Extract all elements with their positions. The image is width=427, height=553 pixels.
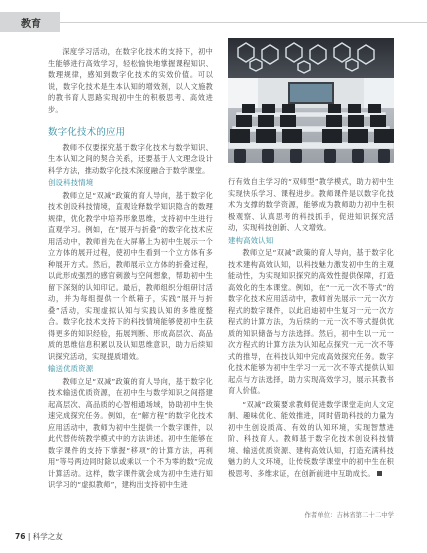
section-tag [0, 12, 60, 32]
closing-text: “双减”政策要求教师促进数学课堂走向人文定制、趣味优化、能效推进，同时借助科技的力量为初中生创设质高、有效的认知环境，实现智慧进阶、科技育人。教师基于数字化技术创设科技情境、输送优质资源、建构高效认知，打造充满科技魅力的人文环境，让传统数学课堂中的初中生在积极思考、多维求证，在创新前进中互助成长。 [228, 399, 394, 478]
subsection-title-2: 输送优质资源 [48, 364, 94, 373]
intro-paragraph: 深度学习活动，在数字化技术的支持下，初中生能够进行高效学习，轻松愉快地掌握课程知识、数理规律，感知到数字化技术的实效价值。可以说，数字化技术是生本认知的增效剂，以人文施教的教书育人思路实现初中生的积极思考、高效进步。 [48, 47, 213, 114]
subsection-title-3: 建构高效认知 [228, 235, 274, 245]
page-footer [15, 531, 63, 542]
section-title: 数字化技术的应用 [48, 127, 126, 138]
left-column [48, 46, 213, 491]
magazine-name: 科学之友 [32, 532, 63, 541]
author-affiliation: 作者单位：吉林省第二十二中学 [304, 511, 394, 519]
subsection-paragraph-2: 教师立足“双减”政策的育人导向，基于数字化技术输送优质资源，在初中生与数学知识之间搭建起高层次、高品质的心智相通场域，协助初中生快速完成探究任务。例如，在“解方程”的数字化技术应用活动中，教师为初中生提供一个数字课件，以此代替传统教学模式中的方法讲述。初中生能够在数字课件的支持下掌握“移项”的计算方法，再利用“等号两边同时除以或乘以一个不为零的数”完成计算活动。这样，数字课件就会成为初中生进行知识学习的“虚拟教师”，建构出支持初中生进 [48, 376, 213, 489]
subsection-title-1: 创设科技情境 [48, 178, 94, 187]
section-tag-label: 教育 [21, 19, 41, 30]
subsection-paragraph-1: 教师立足“双减”政策的育人导向，基于数字化技术创设科技情境，直观诠释数学知识隐含的数理规律，优化教学中培养形象思维，支持初中生进行直观学习。例如，在“展开与折叠”的数字化技术应用活动中，教师首先在大屏幕上为初中生展示一个立方体的展开过程，使初中生看到一个立方体有多种展开方式。然后，教师展示立方体的折叠过程，以此形成强烈的感官刺激与空间想象，帮助初中生留下深刻的认知印记。最后，教师组织分组研讨活动，并为每组提供一个纸箱子，实践“展开与折叠”活动，实现虚拟认知与实践认知的多维度整合。数字化技术支持下的科技情境能够使初中生获得更多的知识经验，拓展判断、形成高层次、高品质的思维信息积累以及认知思维意识，助力后续知识探究活动，实现提质增效。 [48, 190, 213, 361]
section-intro-paragraph: 教师不仅要探究基于数字化技术与数学知识、生本认知之间的契合关系，还要基于人文理念设计科学方法，推动数字化技术深度融合于数学课堂。 [48, 142, 213, 175]
subsection-paragraph-3: 教师立足“双减”政策的育人导向，基于数字化技术建构高效认知，以科技魅力激发初中生的主观能动性，为实现知识探究的高效性提供保障，打造高效化的生本课堂。例如，在“一元一次不等式”的数字化技术应用活动中，教师首先展示一元一次方程式的数字课件，以此启迪初中生复习一元一次方程式的计算方法，为后续的一元一次不等式提供优质的知识储备与方法选择。然后，初中生以一元一次方程式的计算方法为认知起点探究一元一次不等式的推导，在科技认知中完成高效探究任务。数字化技术能够为初中生学习一元一次不等式提供认知起点与方法选择，助力实现高效学习，展示其教书育人价值。 [228, 248, 394, 395]
classroom-photo [228, 38, 394, 163]
page-number: 76 [15, 532, 26, 541]
right-column [228, 176, 394, 479]
header-rule [60, 22, 427, 23]
continued-paragraph: 行有效自主学习的“双师型”教学模式，助力初中生实现快乐学习、课程进步。教师课件是以数字化技术为支撑的数学资源，能够成为教师助力初中生积极观察、认真思考的科技抓手，促进知识探究活动，实现科技创新、人文增效。 [228, 177, 394, 232]
computer-lab-illustration [228, 38, 394, 163]
footer-separator: | [27, 532, 33, 541]
closing-paragraph [228, 399, 394, 480]
end-mark-icon [377, 471, 382, 476]
page-header [0, 0, 427, 38]
